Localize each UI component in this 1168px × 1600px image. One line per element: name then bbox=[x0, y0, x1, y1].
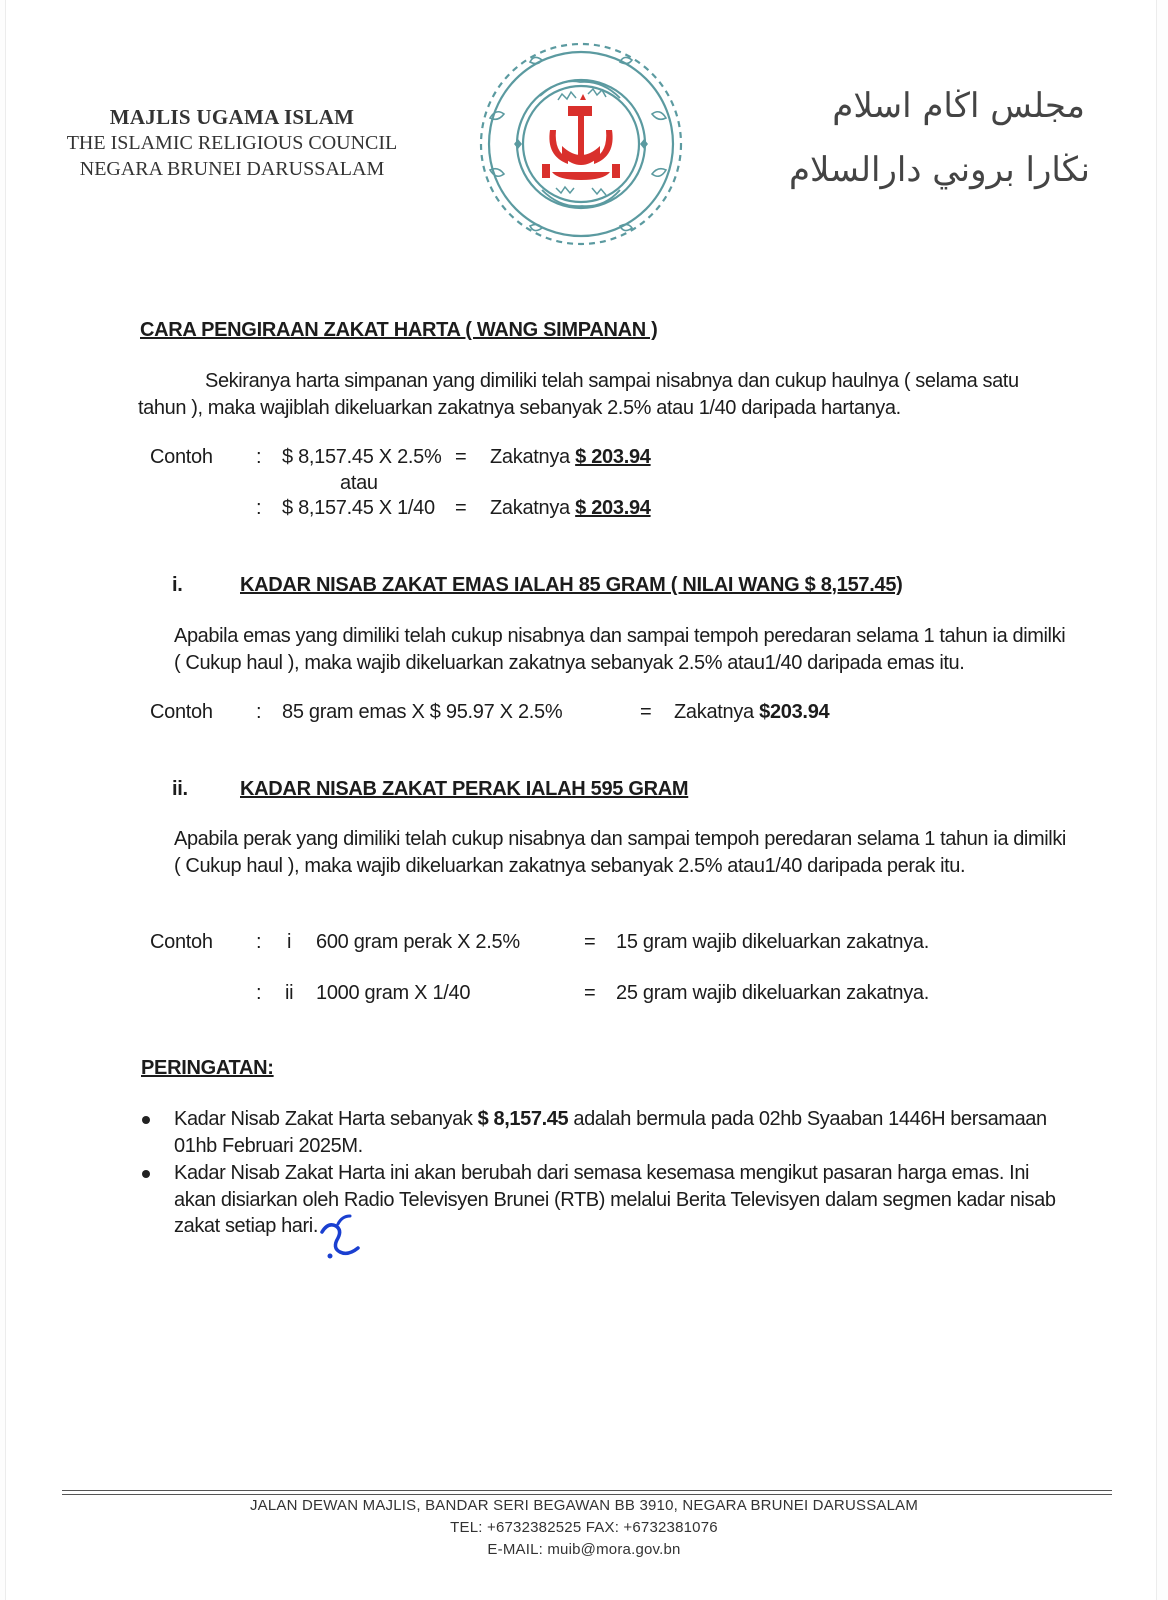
example-result-2 bbox=[490, 497, 651, 520]
warning-text: Kadar Nisab Zakat Harta sebanyak bbox=[174, 1108, 478, 1130]
silver-paragraph-line2: ( Cukup haul ), maka wajib dikeluarkan zakatnya sebanyak 2.5% atau1/40 daripada perak itu. bbox=[174, 855, 966, 877]
footer-contact: TEL: +6732382525 FAX: +6732381076 bbox=[450, 1519, 718, 1536]
equals-sign: = bbox=[455, 446, 467, 468]
nisab-amount: $ 8,157.45 bbox=[477, 1108, 569, 1130]
bullet-dot bbox=[142, 1116, 150, 1124]
result-prefix: Zakatnya bbox=[490, 497, 570, 519]
warning-bullet-2-line2: akan disiarkan oleh Radio Televisyen Brunei (RTB) melalui Berita Televisyen dalam segmen kadar nisab bbox=[174, 1189, 1056, 1211]
council-name-line3: NEGARA BRUNEI DARUSSALAM bbox=[79, 158, 385, 180]
gold-expression: 85 gram emas X $ 95.97 X 2.5% bbox=[282, 701, 563, 723]
example-label: Contoh bbox=[150, 931, 213, 953]
colon: : bbox=[256, 497, 262, 519]
footer-address: JALAN DEWAN MAJLIS, BANDAR SERI BEGAWAN BB 3910, NEGARA BRUNEI DARUSSALAM bbox=[249, 1497, 919, 1514]
silver-result-2: 25 gram wajib dikeluarkan zakatnya. bbox=[616, 982, 930, 1004]
colon: : bbox=[256, 701, 262, 723]
silver-expression-1: 600 gram perak X 2.5% bbox=[316, 931, 520, 953]
main-paragraph-line1: Sekiranya harta simpanan yang dimiliki telah sampai nisabnya dan cukup haulnya ( selama satu bbox=[205, 370, 1019, 392]
result-prefix: Zakatnya bbox=[490, 446, 570, 468]
warning-bullet-2-line3: zakat setiap hari. bbox=[174, 1215, 318, 1237]
section-number-i: i. bbox=[172, 574, 183, 596]
result-value: $ 203.94 bbox=[575, 497, 651, 519]
equals-sign: = bbox=[640, 701, 652, 723]
or-separator: atau bbox=[340, 472, 378, 494]
brunei-crest-icon bbox=[470, 38, 692, 250]
result-value: $ 203.94 bbox=[575, 446, 651, 468]
section-title-silver: KADAR NISAB ZAKAT PERAK IALAH 595 GRAM bbox=[240, 778, 689, 800]
footer-rule-bottom bbox=[62, 1494, 1112, 1495]
warning-text: adalah bermula pada 02hb Syaaban 1446H bersamaan bbox=[568, 1108, 1047, 1130]
council-name-line1: MAJLIS UGAMA ISLAM bbox=[109, 105, 355, 129]
colon: : bbox=[256, 446, 262, 468]
gold-result bbox=[674, 701, 829, 724]
footer-rule-top bbox=[62, 1490, 1112, 1491]
arabic-council-name-line1: مجلس اڬام اسلام bbox=[832, 86, 1085, 126]
example-label: Contoh bbox=[150, 701, 213, 723]
bullet-dot bbox=[142, 1170, 150, 1178]
example-expression-1: $ 8,157.45 X 2.5% bbox=[282, 446, 442, 468]
arabic-council-name-line2: نڬارا بروني دارالسلام bbox=[788, 150, 1090, 190]
silver-paragraph-line1: Apabila perak yang dimiliki telah cukup nisabnya dan sampai tempoh peredaran selama 1 tahun ia dimilki bbox=[174, 828, 1066, 850]
warning-bullet-1-line2: 01hb Februari 2025M. bbox=[174, 1135, 363, 1157]
warning-title: PERINGATAN: bbox=[141, 1057, 274, 1079]
section-title-gold: KADAR NISAB ZAKAT EMAS IALAH 85 GRAM ( NILAI WANG $ 8,157.45) bbox=[240, 574, 903, 596]
example-expression-2: $ 8,157.45 X 1/40 bbox=[282, 497, 435, 519]
example-label: Contoh bbox=[150, 446, 213, 468]
equals-sign: = bbox=[455, 497, 467, 519]
silver-example-number-2: ii bbox=[285, 982, 294, 1004]
silver-expression-2: 1000 gram X 1/40 bbox=[316, 982, 471, 1004]
gold-paragraph-line1: Apabila emas yang dimiliki telah cukup nisabnya dan sampai tempoh peredaran selama 1 tahun ia dimilki bbox=[174, 625, 1066, 647]
silver-result-1: 15 gram wajib dikeluarkan zakatnya. bbox=[616, 931, 930, 953]
colon: : bbox=[256, 982, 262, 1004]
gold-paragraph-line2: ( Cukup haul ), maka wajib dikeluarkan zakatnya sebanyak 2.5% atau1/40 daripada emas itu. bbox=[174, 652, 965, 674]
result-value: $203.94 bbox=[759, 701, 830, 723]
main-paragraph-line2: tahun ), maka wajiblah dikeluarkan zakatnya sebanyak 2.5% atau 1/40 daripada hartanya. bbox=[138, 397, 901, 419]
section-number-ii: ii. bbox=[172, 778, 188, 800]
council-name-line2: THE ISLAMIC RELIGIOUS COUNCIL bbox=[66, 132, 398, 154]
example-result-1 bbox=[490, 446, 651, 469]
colon: : bbox=[256, 931, 262, 953]
warning-bullet-2-line1: Kadar Nisab Zakat Harta ini akan berubah dari semasa kesemasa mengikut pasaran harga emas. Ini bbox=[174, 1162, 1030, 1184]
equals-sign: = bbox=[584, 931, 596, 953]
silver-example-number-1: i bbox=[287, 931, 292, 953]
handwritten-initial-mark bbox=[318, 1212, 364, 1262]
result-prefix: Zakatnya bbox=[674, 701, 754, 723]
equals-sign: = bbox=[584, 982, 596, 1004]
footer-email: E-MAIL: muib@mora.gov.bn bbox=[487, 1541, 681, 1558]
section-title-main: CARA PENGIRAAN ZAKAT HARTA ( WANG SIMPANAN ) bbox=[140, 319, 658, 341]
warning-bullet-1-line1 bbox=[174, 1106, 1047, 1133]
